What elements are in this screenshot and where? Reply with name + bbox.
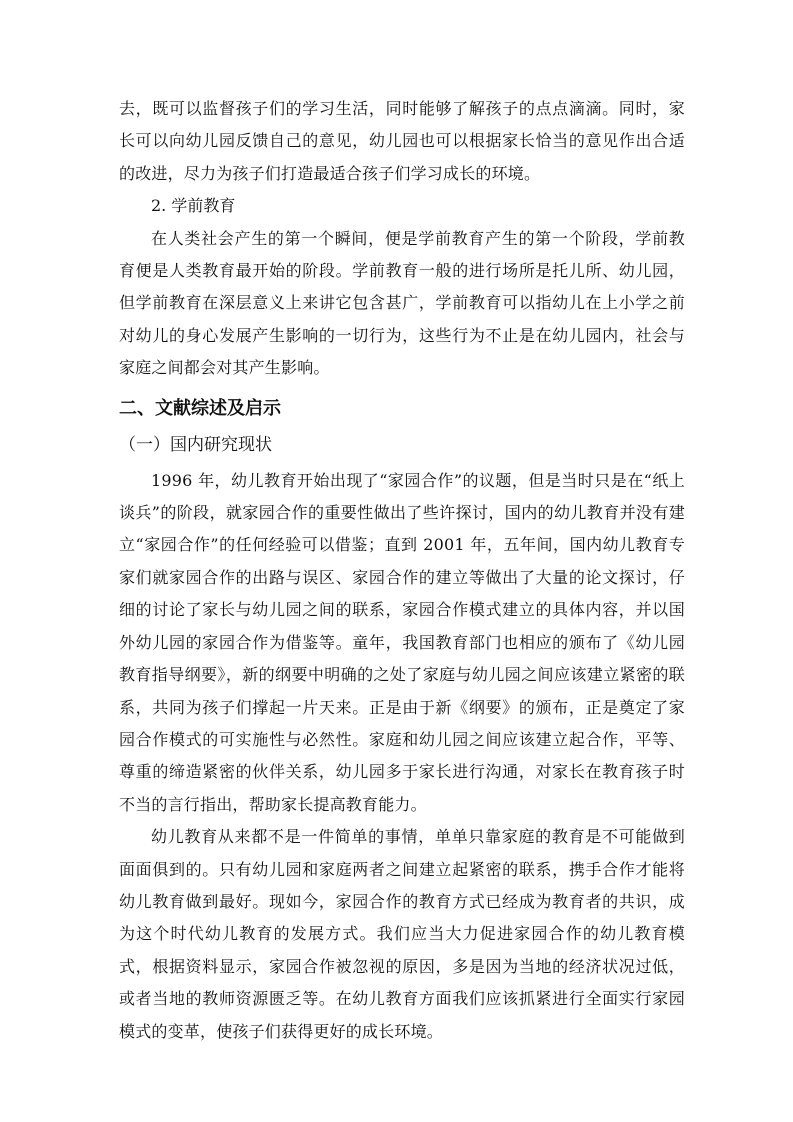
- section-heading: 二、文献综述及启示: [119, 397, 281, 419]
- document-body: [119, 93, 685, 1048]
- paragraph-domestic-research-1: 1996 年，幼儿教育开始出现了“家园合作”的议题，但是当时只是在“纸上谈兵”的阶段，就家园合作的重要性做出了些许探讨，国内的幼儿教育并没有建立“家园合作”的任何经验可以借鉴；直到 2001 年，五年间，国内幼儿教育专家们就家园合作的出路与误区、家园合作的建立等做出了大量的论文探讨，仔细的讨论了家长与幼儿园之间的联系，家园合作模式建立的具体内容，并以国外幼儿园的家园合作为借鉴等。童年，我国教育部门也相应的颁布了《幼儿园教育指导纲要》，新的纲要中明确的之处了家庭与幼儿园之间应该建立紧密的联系，共同为孩子们撑起一片天来。正是由于新《纲要》的颁布，正是奠定了家园合作模式的可实施性与必然性。家庭和幼儿园之间应该建立起合作，平等、尊重的缔造紧密的伙伴关系，幼儿园多于家长进行沟通，对家长在教育孩子时不当的言行指出，帮助家长提高教育能力。: [119, 470, 685, 814]
- paragraph-domestic-research-2: 幼儿教育从来都不是一件简单的事情，单单只靠家庭的教育是不可能做到面面俱到的。只有幼儿园和家庭两者之间建立起紧密的联系，携手合作才能将幼儿教育做到最好。现如今，家园合作的教育方式已经成为教育者的共识，成为这个时代幼儿教育的发展方式。我们应当大力促进家园合作的幼儿教育模式，根据资料显示，家园合作被忽视的原因，多是因为当地的经济状况过低，或者当地的教师资源匮乏等。在幼儿教育方面我们应该抓紧进行全面实行家园模式的变革，使孩子们获得更好的成长环境。: [119, 827, 685, 1041]
- paragraph-continuation: 去，既可以监督孩子们的学习生活，同时能够了解孩子的点点滴滴。同时，家长可以向幼儿园反馈自己的意见，幼儿园也可以根据家长恰当的意见作出合适的改进，尽力为孩子们打造最适合孩子们学习成长的环境。: [119, 99, 685, 183]
- subsection-heading: （一）国内研究现状: [119, 434, 272, 455]
- numbered-item-preschool-education: 2. 学前教育: [151, 196, 236, 216]
- paragraph-preschool-education: 在人类社会产生的第一个瞬间，便是学前教育产生的第一个阶段，学前教育便是人类教育最开始的阶段。学前教育一般的进行场所是托儿所、幼儿园，但学前教育在深层意义上来讲它包含甚广，学前教育可以指幼儿在上小学之前对幼儿的身心发展产生影响的一切行为，这些行为不止是在幼儿园内，社会与家庭之间都会对其产生影响。: [119, 228, 685, 378]
